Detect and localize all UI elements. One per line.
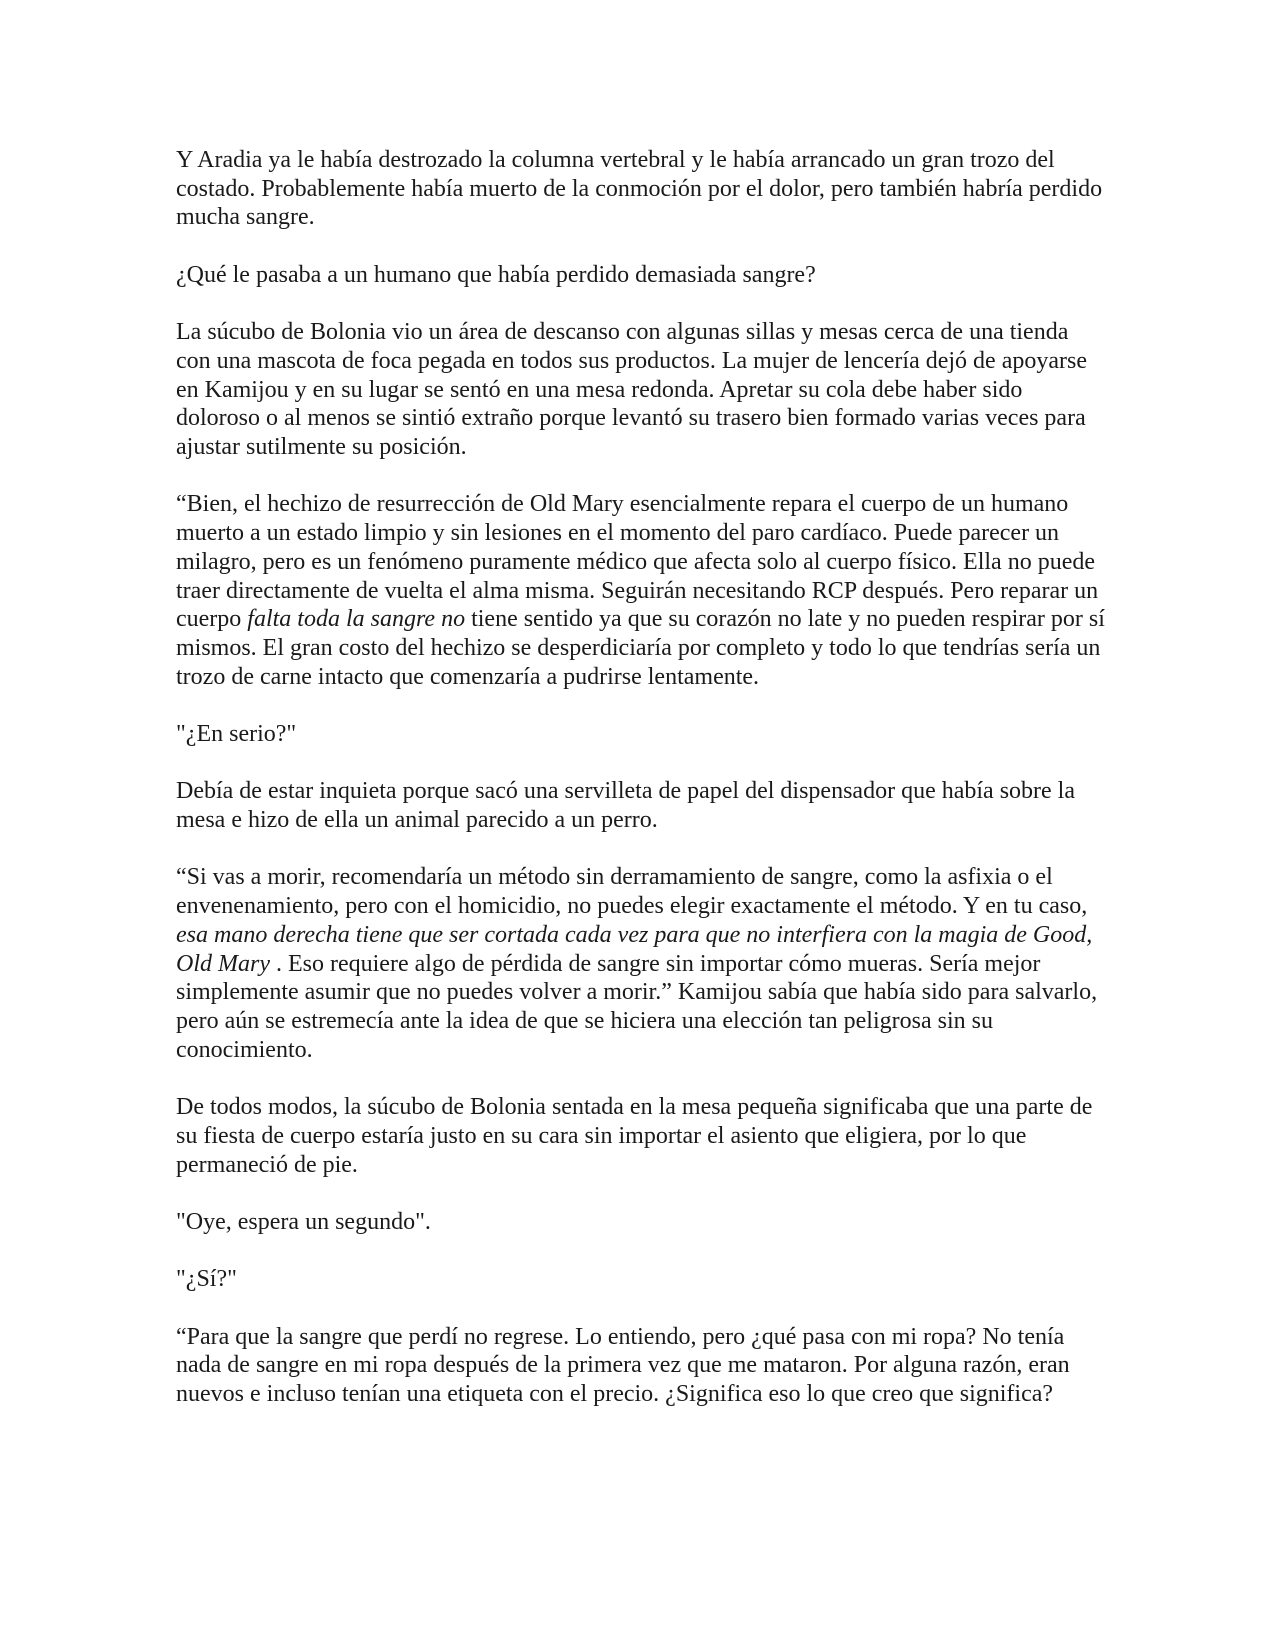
paragraph-4-italic-text: falta toda la sangre no (247, 606, 466, 633)
paragraph-7-text-before: “Si vas a morir, recomendaría un método sin derramamiento de sangre, como la asfixia o el envenenamiento, pero con el homicidio, no puedes elegir exactamente el método. Y en tu caso, (176, 864, 1088, 920)
paragraph-9 (176, 1208, 1106, 1237)
paragraph-6-text: Debía de estar inquieta porque sacó una servilleta de papel del dispensador que había sobre la mesa e hizo de ella un animal parecido a un perro. (176, 778, 1075, 834)
paragraph-11-text: “Para que la sangre que perdí no regrese. Lo entiendo, pero ¿qué pasa con mi ropa? No tenía nada de sangre en mi ropa después de la primera vez que me mataron. Por alguna razón, eran nuevos e incluso tenían una etiqueta con el precio. ¿Significa eso lo que creo que significa? (176, 1323, 1070, 1408)
paragraph-4-text-before: “Bien, el hechizo de resurrección de Old Mary esencialmente repara el cuerpo de un humano muerto a un estado limpio y sin lesiones en el momento del paro cardíaco. Puede parecer un milagro, pero es un fenómeno puramente médico que afecta solo al cuerpo físico. Ella no puede traer directamente de vuelta el alma misma. Seguirán necesitando RCP después. Pero reparar un cuerpo (176, 491, 1099, 633)
paragraph-3-text: La súcubo de Bolonia vio un área de descanso con algunas sillas y mesas cerca de una tienda con una mascota de foca pegada en todos sus productos. La mujer de lencería dejó de apoyarse en Kamijou y en su lugar se sentó en una mesa redonda. Apretar su cola debe haber sido doloroso o al menos se sintió extraño porque levantó su trasero bien formado varias veces para ajustar sutilmente su posición. (176, 319, 1087, 460)
paragraph-3 (176, 318, 1106, 462)
paragraph-6 (176, 777, 1106, 834)
paragraph-5-text: "¿En serio?" (176, 721, 297, 747)
paragraph-1 (176, 146, 1106, 232)
paragraph-10-text: "¿Sí?" (176, 1266, 237, 1293)
paragraph-5 (176, 720, 1106, 749)
paragraph-2 (176, 261, 1106, 290)
paragraph-8-text: De todos modos, la súcubo de Bolonia sentada en la mesa pequeña significaba que una parte de su fiesta de cuerpo estaría justo en su cara sin importar el asiento que eligiera, por lo que permaneció de pie. (176, 1094, 1093, 1178)
paragraph-1-text: Y Aradia ya le había destrozado la columna vertebral y le había arrancado un gran trozo del costado. Probablemente había muerto de la conmoción por el dolor, pero también habría perdido mucha sangre. (176, 147, 1103, 231)
paragraph-7-text-after: . Eso requiere algo de pérdida de sangre sin importar cómo mueras. Sería mejor simplemente asumir que no puedes volver a morir.” Kamijou sabía que había sido para salvarlo, pero aún se estremecía ante la idea de que se hiciera una elección tan peligrosa sin su conocimiento. (176, 950, 1098, 1063)
paragraph-4 (176, 490, 1106, 691)
paragraph-2-text: ¿Qué le pasaba a un humano que había perdido demasiada sangre? (176, 261, 816, 288)
document-body (176, 146, 1106, 1437)
paragraph-11 (176, 1323, 1106, 1409)
paragraph-7 (176, 863, 1106, 1064)
paragraph-8 (176, 1093, 1106, 1179)
paragraph-7-italic-text: esa mano derecha tiene que ser cortada cada vez para que no interfiera con la magia de Good, Old Mary (176, 921, 1093, 977)
paragraph-9-text: "Oye, espera un segundo". (176, 1208, 431, 1235)
paragraph-10 (176, 1265, 1106, 1294)
paragraph-4-text-after: tiene sentido ya que su corazón no late y no pueden respirar por sí mismos. El gran costo del hechizo se desperdiciaría por completo y todo lo que tendrías sería un trozo de carne intacto que comenzaría a pudrirse lentamente. (176, 606, 1105, 690)
